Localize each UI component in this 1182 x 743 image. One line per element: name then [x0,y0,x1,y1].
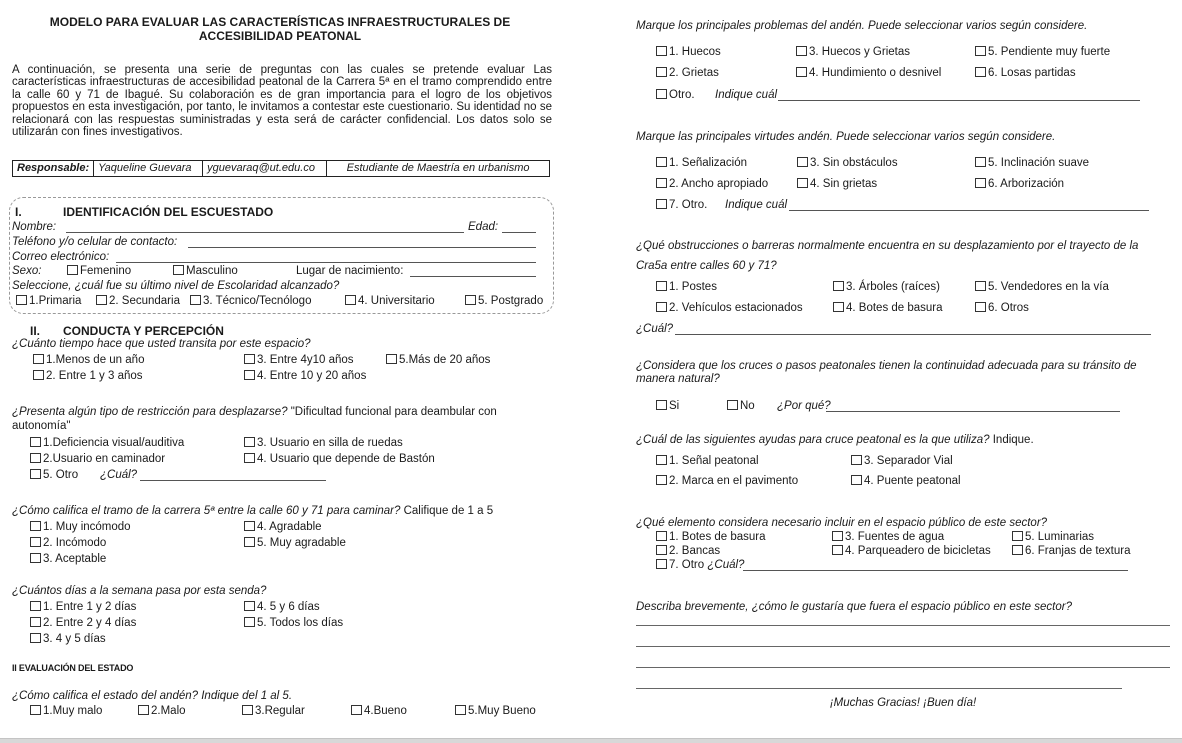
checkbox[interactable] [33,354,44,364]
restriccion-cual-label: ¿Cuál? [100,469,138,481]
lugar-field[interactable] [410,276,536,277]
checkbox[interactable] [975,178,986,188]
tiempo-option-1[interactable]: 1.Menos de un año [33,354,144,366]
checkbox[interactable] [244,370,255,380]
closing-message: ¡Muchas Gracias! ¡Buen día! [829,697,977,709]
escolaridad-option-4[interactable]: 4. Universitario [345,295,435,307]
checkbox[interactable] [975,157,986,167]
obstrucciones-option-1[interactable]: 1. Postes [656,281,717,293]
restriccion-question-line2: autonomía" [12,420,71,432]
restriccion-option-3[interactable]: 3. Usuario en silla de ruedas [244,437,403,449]
problemas-option-1[interactable]: 1. Huecos [656,46,721,58]
document-title [30,15,530,43]
checkbox[interactable] [30,537,41,547]
problemas-question: Marque los principales problemas del andén. Puede seleccionar varios según considere. [636,20,1088,32]
checkbox[interactable] [975,302,986,312]
correo-label: Correo electrónico: [12,251,110,263]
describa-line-4[interactable] [636,688,1122,689]
describa-line-3[interactable] [636,667,1170,668]
checkbox[interactable] [244,354,255,364]
obstrucciones-cual-field[interactable] [675,334,1151,335]
sexo-option-femenino[interactable]: Femenino [67,265,131,277]
restriccion-cual-field[interactable] [140,480,326,481]
cruces-question-line2: manera natural? [636,373,720,385]
checkbox[interactable] [30,521,41,531]
elemento-option-2[interactable]: 2. Bancas [656,545,720,557]
escolaridad-option-1[interactable]: 1.Primaria [16,295,81,307]
title-line-2: ACCESIBILIDAD PEATONAL [198,29,362,43]
virtudes-question: Marque las principales virtudes andén. Puede seleccionar varios según considere. [636,131,1056,143]
telefono-field[interactable] [188,247,536,248]
dias-option-3[interactable]: 3. 4 y 5 días [30,633,106,645]
checkbox[interactable] [656,67,667,77]
responsable-role: Estudiante de Maestría en urbanismo [327,161,550,177]
intro-paragraph: A continuación, se presenta una serie de preguntas con las cuales se pretende evaluar Las características infraestructuras de accesibilidad peatonal de la Carrera 5ª en el tramo comprendido entre la calle 60 y 71 de Ibagué. Su colaboración es de gran importancia para el logro de los objetivos propuestos en esta investigación, por tanto, le invitamos a contestar este cuestionario. Su identidad no se relacionará con las respuestas suministradas y esta será de carácter confidencial. Los datos solo se utilizarán con fines investigativos. [12,64,552,139]
problemas-option-4[interactable]: 4. Hundimiento o desnivel [796,67,941,79]
checkbox[interactable] [16,295,27,305]
checkbox[interactable] [656,531,667,541]
checkbox[interactable] [656,281,667,291]
dias-option-1[interactable]: 1. Entre 1 y 2 días [30,601,136,613]
checkbox[interactable] [797,157,808,167]
elemento-option-5[interactable]: 5. Luminarias [1012,531,1094,543]
checkbox[interactable] [67,265,78,275]
checkbox[interactable] [1012,531,1023,541]
dias-option-2[interactable]: 2. Entre 2 y 4 días [30,617,136,629]
checkbox[interactable] [656,455,667,465]
estado-question: ¿Cómo califica el estado del andén? Indique del 1 al 5. [12,690,293,702]
tramo-question: ¿Cómo califica el tramo de la carrera 5ª entre la calle 60 y 71 para caminar? Califique de 1 a 5 [12,505,494,517]
ayudas-question: ¿Cuál de las siguientes ayudas para cruce peatonal es la que utiliza? Indique. [636,434,1034,446]
obstrucciones-question-line1: ¿Qué obstrucciones o barreras normalmente encuentra en su desplazamiento por el trayecto de la [636,240,1139,252]
tramo-option-4[interactable]: 4. Agradable [244,521,322,533]
obstrucciones-option-5[interactable]: 5. Vendedores en la vía [975,281,1109,293]
checkbox[interactable] [30,453,41,463]
checkbox[interactable] [30,617,41,627]
describa-line-2[interactable] [636,646,1170,647]
restriccion-option-2[interactable]: 2.Usuario en caminador [30,453,165,465]
checkbox[interactable] [138,705,149,715]
problemas-option-3[interactable]: 3. Huecos y Grietas [796,46,910,58]
checkbox[interactable] [832,545,843,555]
virtudes-otro-hint: Indique cuál [725,199,788,211]
nombre-label: Nombre: [12,221,57,233]
virtudes-option-2[interactable]: 2. Ancho apropiado [656,178,768,190]
title-line-1: MODELO PARA EVALUAR LAS CARACTERÍSTICAS INFRAESTRUCTURALES DE [49,15,511,29]
tramo-option-2[interactable]: 2. Incómodo [30,537,106,549]
checkbox[interactable] [832,531,843,541]
elemento-option-7[interactable]: 7. Otro ¿Cuál? [656,559,744,571]
elemento-option-1[interactable]: 1. Botes de basura [656,531,766,543]
restriccion-option-4[interactable]: 4. Usuario que depende de Bastón [244,453,435,465]
checkbox[interactable] [173,265,184,275]
responsable-table [12,160,550,177]
section3-title: II EVALUACIÓN DEL ESTADO [12,663,134,673]
checkbox[interactable] [797,178,808,188]
checkbox[interactable] [656,199,667,209]
checkbox[interactable] [796,67,807,77]
estado-option-3[interactable]: 3.Regular [242,705,305,717]
elemento-option-6[interactable]: 6. Franjas de textura [1012,545,1130,557]
tiempo-question: ¿Cuánto tiempo hace que usted transita por este espacio? [12,338,311,350]
telefono-label: Teléfono y/o celular de contacto: [12,236,178,248]
checkbox[interactable] [30,633,41,643]
bottom-edge [0,738,1182,743]
checkbox[interactable] [244,601,255,611]
sexo-label: Sexo: [12,265,42,277]
checkbox[interactable] [833,302,844,312]
obstrucciones-cual-label: ¿Cuál? [636,323,674,335]
cruces-porque-label: ¿Por qué? [777,400,831,412]
restriccion-option-5[interactable]: 5. Otro [30,469,78,481]
ayudas-option-1[interactable]: 1. Señal peatonal [656,455,759,467]
checkbox[interactable] [656,46,667,56]
tramo-option-5[interactable]: 5. Muy agradable [244,537,346,549]
checkbox[interactable] [30,469,41,479]
elemento-question: ¿Qué elemento considera necesario incluir en el espacio público de este sector? [636,517,1048,529]
dias-option-4[interactable]: 4. 5 y 6 días [244,601,320,613]
responsable-label: Responsable: [13,161,94,177]
describa-question: Describa brevemente, ¿cómo le gustaría que fuera el espacio público en este sector? [636,601,1072,613]
section1-number: I. [15,205,22,219]
cruces-porque-field[interactable] [826,411,1120,412]
cruces-option-si[interactable]: Si [656,400,679,412]
virtudes-option-1[interactable]: 1. Señalización [656,157,747,169]
checkbox[interactable] [851,455,862,465]
checkbox[interactable] [1012,545,1023,555]
virtudes-otro-field[interactable] [789,210,1149,211]
problemas-otro-hint: Indique cuál [715,89,778,101]
edad-field[interactable] [502,232,536,233]
checkbox[interactable] [656,400,667,410]
section2-title: CONDUCTA Y PERCEPCIÓN [63,324,224,338]
elemento-otro-field[interactable] [743,570,1128,571]
checkbox[interactable] [656,545,667,555]
problemas-option-6[interactable]: 6. Losas partidas [975,67,1076,79]
tramo-option-1[interactable]: 1. Muy incómodo [30,521,131,533]
ayudas-option-2[interactable]: 2. Marca en el pavimento [656,475,798,487]
checkbox[interactable] [455,705,466,715]
estado-option-5[interactable]: 5.Muy Bueno [455,705,536,717]
nombre-field[interactable] [66,232,464,233]
checkbox[interactable] [386,354,397,364]
obstrucciones-option-6[interactable]: 6. Otros [975,302,1029,314]
section1-title: IDENTIFICACIÓN DEL ESCUESTADO [63,205,274,219]
section2-number: II. [30,324,41,338]
virtudes-option-3[interactable]: 3. Sin obstáculos [797,157,898,169]
tiempo-option-3[interactable]: 3. Entre 4y10 años [244,354,354,366]
tramo-option-3[interactable]: 3. Aceptable [30,553,106,565]
edad-label: Edad: [468,221,499,233]
elemento-option-3[interactable]: 3. Fuentes de agua [832,531,944,543]
lugar-label: Lugar de nacimiento: [296,265,404,277]
escolaridad-option-3[interactable]: 3. Técnico/Tecnólogo [190,295,311,307]
escolaridad-option-2[interactable]: 2. Secundaria [96,295,180,307]
checkbox[interactable] [833,281,844,291]
dias-option-5[interactable]: 5. Todos los días [244,617,343,629]
checkbox[interactable] [975,46,986,56]
checkbox[interactable] [30,553,41,563]
obstrucciones-option-2[interactable]: 2. Vehículos estacionados [656,302,803,314]
problemas-option-otro[interactable]: Otro. [656,89,695,101]
checkbox[interactable] [30,437,41,447]
checkbox[interactable] [656,157,667,167]
escolaridad-option-5[interactable]: 5. Postgrado [465,295,543,307]
dias-question: ¿Cuántos días a la semana pasa por esta senda? [12,585,267,597]
escolaridad-question: Seleccione, ¿cuál fue su último nivel de Escolaridad alcanzado? [12,280,340,292]
estado-option-2[interactable]: 2.Malo [138,705,186,717]
problemas-option-2[interactable]: 2. Grietas [656,67,719,79]
sexo-option-masculino[interactable]: Masculino [173,265,238,277]
checkbox[interactable] [190,295,201,305]
checkbox[interactable] [351,705,362,715]
checkbox[interactable] [244,453,255,463]
responsable-email: yguevaraq@ut.edu.co [203,161,327,177]
checkbox[interactable] [656,302,667,312]
restriccion-question: ¿Presenta algún tipo de restricción para desplazarse? "Dificultad funcional para deambular con [12,406,497,418]
checkbox[interactable] [33,370,44,380]
cruces-question-line1: ¿Considera que los cruces o pasos peatonales tienen la continuidad adecuada para su tránsito de [636,360,1137,372]
checkbox[interactable] [30,601,41,611]
checkbox[interactable] [30,705,41,715]
obstrucciones-option-3[interactable]: 3. Árboles (raíces) [833,281,940,293]
checkbox[interactable] [345,295,356,305]
checkbox[interactable] [244,437,255,447]
checkbox[interactable] [244,521,255,531]
checkbox[interactable] [242,705,253,715]
checkbox[interactable] [465,295,476,305]
checkbox[interactable] [244,617,255,627]
checkbox[interactable] [656,89,667,99]
describa-line-1[interactable] [636,625,1170,626]
tiempo-option-4[interactable]: 4. Entre 10 y 20 años [244,370,366,382]
restriccion-option-1[interactable]: 1.Deficiencia visual/auditiva [30,437,184,449]
checkbox[interactable] [975,281,986,291]
ayudas-option-3[interactable]: 3. Separador Vial [851,455,953,467]
checkbox[interactable] [851,475,862,485]
elemento-option-4[interactable]: 4. Parqueadero de bicicletas [832,545,991,557]
checkbox[interactable] [975,67,986,77]
virtudes-option-6[interactable]: 6. Arborización [975,178,1064,190]
checkbox[interactable] [96,295,107,305]
checkbox[interactable] [244,537,255,547]
checkbox[interactable] [656,178,667,188]
problemas-otro-field[interactable] [778,100,1140,101]
obstrucciones-question-line2: Cra5a entre calles 60 y 71? [636,260,777,272]
ayudas-option-4[interactable]: 4. Puente peatonal [851,475,961,487]
virtudes-option-4[interactable]: 4. Sin grietas [797,178,877,190]
tiempo-option-2[interactable]: 2. Entre 1 y 3 años [33,370,143,382]
obstrucciones-option-4[interactable]: 4. Botes de basura [833,302,943,314]
responsable-name: Yaqueline Guevara [94,161,203,177]
virtudes-option-5[interactable]: 5. Inclinación suave [975,157,1089,169]
estado-option-4[interactable]: 4.Bueno [351,705,407,717]
correo-field[interactable] [116,262,536,263]
checkbox[interactable] [656,475,667,485]
checkbox[interactable] [656,559,667,569]
checkbox[interactable] [796,46,807,56]
cruces-option-no[interactable]: No [727,400,755,412]
checkbox[interactable] [727,400,738,410]
problemas-option-5[interactable]: 5. Pendiente muy fuerte [975,46,1110,58]
estado-option-1[interactable]: 1.Muy malo [30,705,102,717]
virtudes-option-7[interactable]: 7. Otro. [656,199,707,211]
tiempo-option-5[interactable]: 5.Más de 20 años [386,354,490,366]
